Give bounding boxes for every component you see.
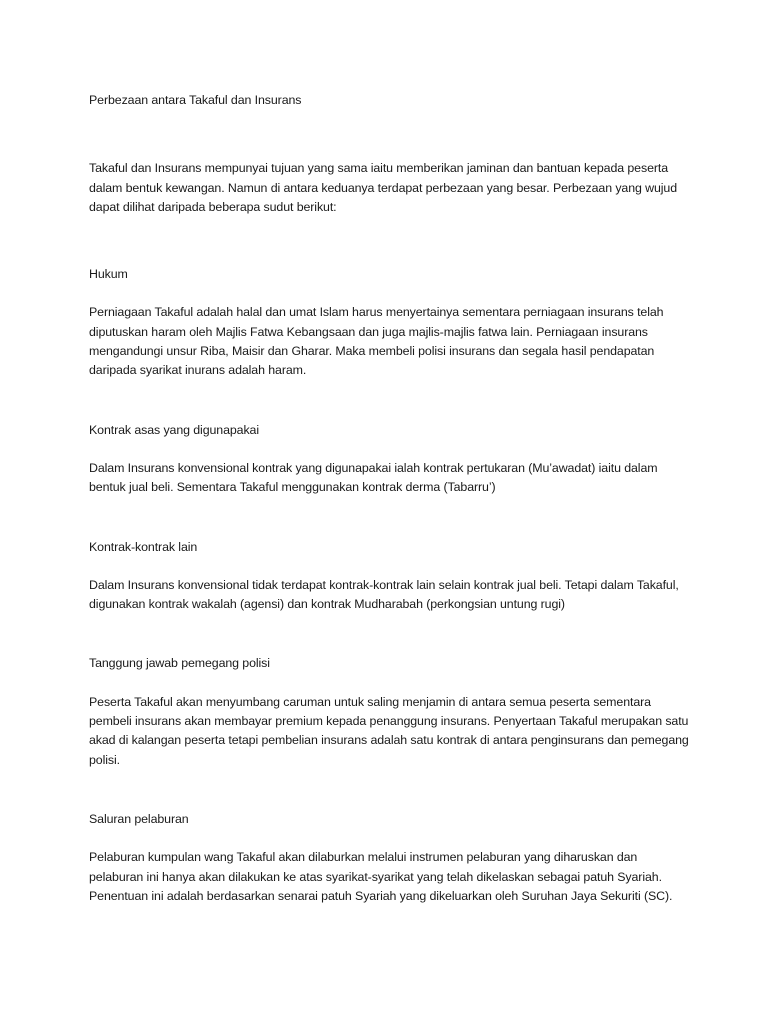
document-title: Perbezaan antara Takaful dan Insurans [89,93,302,107]
section-heading-saluran-pelaburan: Saluran pelaburan [89,811,189,826]
section-heading-tanggung-jawab: Tanggung jawab pemegang polisi [89,656,270,671]
section-body-saluran-pelaburan: Pelaburan kumpulan wang Takaful akan dilaburkan melalui instrumen pelaburan yang diharuskan dan pelaburan ini hanya akan dilakukan ke atas syarikat-syarikat yang telah dikelaskan sebagai patuh Syariah. Penentuan ini adalah berdasarkan senarai patuh Syariah yang dikeluarkan oleh Suruhan Jaya Sekuriti (SC). [89,850,673,903]
section-body-tanggung-jawab: Peserta Takaful akan menyumbang caruman untuk saling menjamin di antara semua peserta sementara pembeli insurans akan membayar premium kepada penanggung insurans. Penyertaan Takaful merupakan satu akad di kalangan peserta tetapi pembelian insurans adalah satu kontrak di antara penginsurans dan pemegang polisi. [89,694,689,767]
section-body-hukum: Perniagaan Takaful adalah halal dan umat Islam harus menyertainya sementara perniagaan insurans telah diputuskan haram oleh Majlis Fatwa Kebangsaan dan juga majlis-majlis fatwa lain. Perniagaan insurans mengandungi unsur Riba, Maisir dan Gharar. Maka membeli polisi insurans dan segala hasil pendapatan daripada syarikat inurans adalah haram. [89,305,664,378]
section-heading-kontrak-lain: Kontrak-kontrak lain [89,539,198,554]
intro-paragraph: Takaful dan Insurans mempunyai tujuan yang sama iaitu memberikan jaminan dan bantuan kepada peserta dalam bentuk kewangan. Namun di antara keduanya terdapat perbezaan yang besar. Perbezaan yang wujud dapat dilihat daripada beberapa sudut berikut: [89,161,678,214]
document-body [89,91,689,906]
section-heading-hukum: Hukum [89,267,128,282]
section-body-kontrak-asas: Dalam Insurans konvensional kontrak yang digunapakai ialah kontrak pertukaran (Mu’awadat) iaitu dalam bentuk jual beli. Sementara Takaful menggunakan kontrak derma (Tabarru’) [89,460,658,495]
section-heading-kontrak-asas: Kontrak asas yang digunapakai [89,422,260,437]
section-body-kontrak-lain: Dalam Insurans konvensional tidak terdapat kontrak-kontrak lain selain kontrak jual beli. Tetapi dalam Takaful, digunakan kontrak wakalah (agensi) dan kontrak Mudharabah (perkongsian untung rugi) [89,577,679,612]
